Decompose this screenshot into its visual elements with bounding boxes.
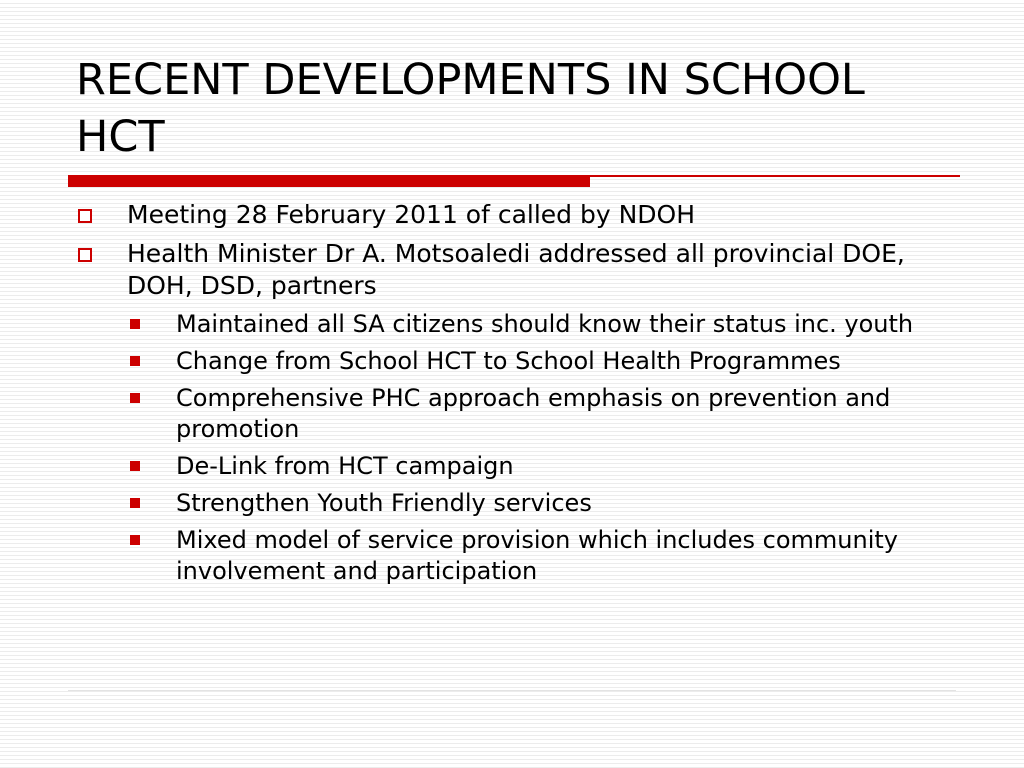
filled-square-bullet-icon: [130, 356, 140, 366]
filled-square-bullet-icon: [130, 498, 140, 508]
slide-title: RECENT DEVELOPMENTS IN SCHOOL HCT: [76, 55, 865, 162]
bullet-item: [76, 238, 956, 302]
sub-bullet-item: [76, 309, 956, 340]
sub-bullet-group: [76, 309, 956, 587]
filled-square-bullet-icon: [130, 461, 140, 471]
sub-bullet-item: [76, 488, 956, 519]
hollow-square-bullet-icon: [78, 209, 92, 223]
sub-bullet-item: [76, 451, 956, 482]
hollow-square-bullet-icon: [78, 248, 92, 262]
sub-bullet-item: [76, 383, 956, 445]
sub-bullet-text: Mixed model of service provision which includes community involvement and participation: [176, 526, 898, 585]
bullet-text: Health Minister Dr A. Motsoaledi addressed all provincial DOE, DOH, DSD, partners: [127, 239, 905, 300]
sub-bullet-item: [76, 525, 956, 587]
sub-bullet-text: De-Link from HCT campaign: [176, 452, 514, 480]
sub-bullet-text: Strengthen Youth Friendly services: [176, 489, 592, 517]
filled-square-bullet-icon: [130, 319, 140, 329]
sub-bullet-text: Maintained all SA citizens should know their status inc. youth: [176, 310, 914, 338]
sub-bullet-text: Change from School HCT to School Health Programmes: [176, 347, 841, 375]
title-underline-thick: [68, 175, 590, 187]
title-underline-thin: [590, 175, 960, 177]
sub-bullet-list: [76, 309, 956, 587]
sub-bullet-text: Comprehensive PHC approach emphasis on prevention and promotion: [176, 384, 891, 443]
filled-square-bullet-icon: [130, 393, 140, 403]
sub-bullet-item: [76, 346, 956, 377]
bullet-item: [76, 199, 956, 231]
footer-divider: [68, 690, 956, 691]
bullet-text: Meeting 28 February 2011 of called by NDOH: [127, 200, 696, 229]
filled-square-bullet-icon: [130, 535, 140, 545]
bullet-list: [76, 199, 956, 593]
